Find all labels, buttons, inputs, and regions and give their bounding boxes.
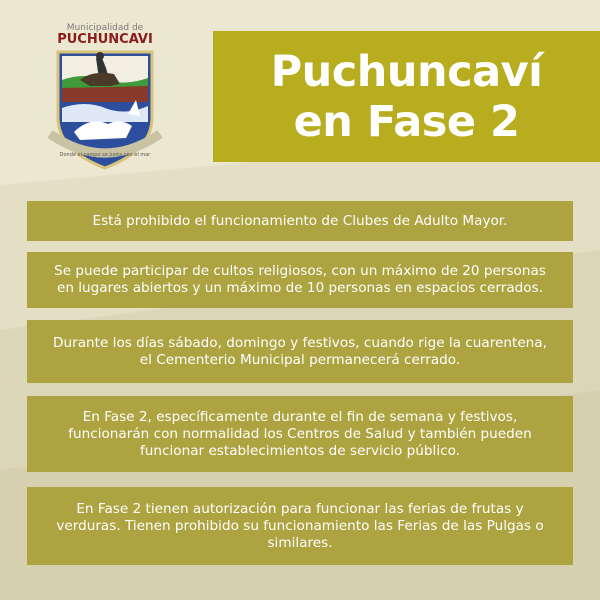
page-title-line-1: Puchuncaví [270, 46, 543, 97]
page-title-line-2: en Fase 2 [293, 96, 520, 147]
municipal-logo [40, 22, 170, 172]
coat-of-arms-icon [40, 22, 170, 172]
logo-name: PUCHUNCAVI [57, 32, 153, 47]
info-box-4 [27, 396, 573, 472]
logo-top-text: Municipalidad de [66, 23, 144, 33]
info-box-5 [27, 487, 573, 565]
info-box-1 [27, 201, 573, 241]
info-text-3: Durante los días sábado, domingo y festivos, cuando rige la cuarentena, el Cementerio Municipal permanecerá cerrado. [53, 334, 547, 368]
logo-motto: Donde el campo se junta con el mar [59, 152, 151, 158]
info-box-2 [27, 252, 573, 308]
info-text-1: Está prohibido el funcionamiento de Clubes de Adulto Mayor. [92, 212, 508, 229]
info-text-2: Se puede participar de cultos religiosos, con un máximo de 20 personas en lugares abiertos y un máximo de 10 personas en espacios cerrados. [54, 263, 546, 296]
info-text-5: En Fase 2 tienen autorización para funcionar las ferias de frutas y verduras. Tienen prohibido su funcionamiento las Ferias de las Pulgas o similares. [56, 500, 544, 551]
info-box-3 [27, 320, 573, 383]
info-text-4: En Fase 2, específicamente durante el fin de semana y festivos, funcionarán con normalidad los Centros de Salud y también pueden funcionar establecimientos de servicio público. [68, 408, 532, 459]
title-banner [213, 31, 600, 162]
